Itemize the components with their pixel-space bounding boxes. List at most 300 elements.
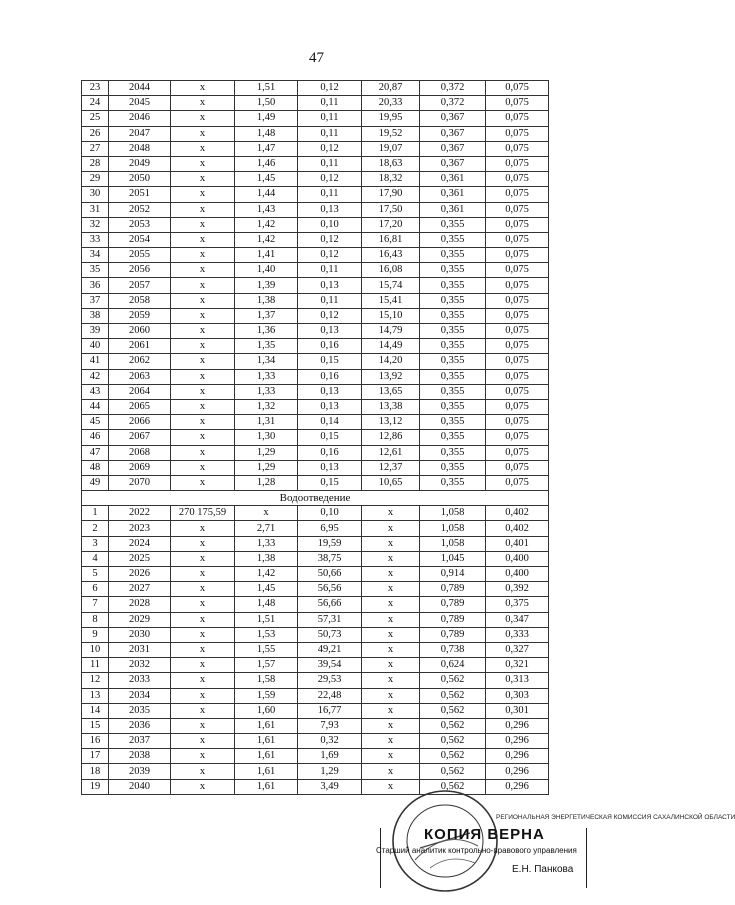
- table-cell: 39: [82, 324, 109, 339]
- table-row: [82, 141, 549, 156]
- table-cell: 1,47: [235, 141, 298, 156]
- table-cell: x: [171, 111, 235, 126]
- table-row: [82, 536, 549, 551]
- table-cell: 1,51: [235, 612, 298, 627]
- table-cell: 270 175,59: [171, 506, 235, 521]
- table-row: [82, 187, 549, 202]
- table-cell: 1,34: [235, 354, 298, 369]
- table-cell: 16,77: [298, 703, 362, 718]
- table-cell: 2060: [109, 324, 171, 339]
- table-cell: 0,16: [298, 369, 362, 384]
- table-cell: 1,30: [235, 430, 298, 445]
- table-cell: 3: [82, 536, 109, 551]
- table-row: [82, 642, 549, 657]
- table-cell: x: [171, 475, 235, 490]
- stamp-position: Старший аналитик контрольно-правового управления: [376, 846, 577, 855]
- table-cell: 1,058: [420, 521, 486, 536]
- table-cell: 1,31: [235, 415, 298, 430]
- table-cell: 0,075: [486, 384, 549, 399]
- table-cell: x: [171, 764, 235, 779]
- table-cell: 0,789: [420, 582, 486, 597]
- table-cell: 2025: [109, 551, 171, 566]
- table-cell: 0,355: [420, 445, 486, 460]
- table-cell: 0,367: [420, 111, 486, 126]
- table-cell: 32: [82, 217, 109, 232]
- table-row: [82, 126, 549, 141]
- table-cell: 49: [82, 475, 109, 490]
- table-cell: 57,31: [298, 612, 362, 627]
- table-cell: 0,13: [298, 278, 362, 293]
- table-cell: 2045: [109, 96, 171, 111]
- table-cell: x: [171, 354, 235, 369]
- table-cell: 0,075: [486, 111, 549, 126]
- table-cell: x: [171, 339, 235, 354]
- table-cell: 13,65: [362, 384, 420, 399]
- table-cell: x: [171, 445, 235, 460]
- table-cell: x: [362, 673, 420, 688]
- table-cell: 1,045: [420, 551, 486, 566]
- table-cell: 0,11: [298, 156, 362, 171]
- table-cell: 0,624: [420, 658, 486, 673]
- table-cell: 0,355: [420, 415, 486, 430]
- table-cell: 0,12: [298, 172, 362, 187]
- table-cell: 1,45: [235, 172, 298, 187]
- table-cell: 2054: [109, 232, 171, 247]
- table-cell: 0,296: [486, 734, 549, 749]
- table-cell: 2057: [109, 278, 171, 293]
- table-cell: 0,355: [420, 248, 486, 263]
- table-cell: 7: [82, 597, 109, 612]
- table-cell: x: [362, 536, 420, 551]
- table-cell: 0,296: [486, 749, 549, 764]
- table-cell: x: [171, 612, 235, 627]
- table-cell: 15,10: [362, 308, 420, 323]
- table-cell: 39,54: [298, 658, 362, 673]
- table-cell: 2044: [109, 81, 171, 96]
- table-cell: 13,92: [362, 369, 420, 384]
- table-cell: 2052: [109, 202, 171, 217]
- table-cell: 2046: [109, 111, 171, 126]
- table-row: [82, 399, 549, 414]
- table-cell: 0,789: [420, 597, 486, 612]
- table-row: [82, 582, 549, 597]
- table-cell: 0,075: [486, 172, 549, 187]
- table-cell: 0,075: [486, 460, 549, 475]
- table-cell: 1,40: [235, 263, 298, 278]
- table-cell: x: [171, 673, 235, 688]
- table-cell: 0,562: [420, 764, 486, 779]
- table-cell: 2035: [109, 703, 171, 718]
- table-cell: 38,75: [298, 551, 362, 566]
- table-cell: 13: [82, 688, 109, 703]
- section-header-row-group: [82, 491, 549, 506]
- table-row: [82, 703, 549, 718]
- table-cell: 2051: [109, 187, 171, 202]
- table-cell: x: [171, 597, 235, 612]
- table-cell: 2050: [109, 172, 171, 187]
- table-cell: 43: [82, 384, 109, 399]
- table-cell: 12,86: [362, 430, 420, 445]
- table-cell: 2038: [109, 749, 171, 764]
- table-cell: 0,562: [420, 703, 486, 718]
- table-cell: 1,43: [235, 202, 298, 217]
- table-cell: 2023: [109, 521, 171, 536]
- table-cell: 0,402: [486, 506, 549, 521]
- table-cell: 0,789: [420, 627, 486, 642]
- table-cell: 0,16: [298, 339, 362, 354]
- table-cell: 0,562: [420, 779, 486, 794]
- table-cell: 0,10: [298, 217, 362, 232]
- table-cell: 2065: [109, 399, 171, 414]
- table-cell: 1: [82, 506, 109, 521]
- table-cell: 0,738: [420, 642, 486, 657]
- table-cell: 0,355: [420, 339, 486, 354]
- table-cell: 2067: [109, 430, 171, 445]
- table-cell: 16,81: [362, 232, 420, 247]
- table-cell: x: [171, 96, 235, 111]
- table-cell: 0,075: [486, 202, 549, 217]
- table-cell: 1,32: [235, 399, 298, 414]
- table-cell: 15,41: [362, 293, 420, 308]
- table-cell: 0,075: [486, 217, 549, 232]
- table-cell: 0,361: [420, 202, 486, 217]
- table-cell: 0,327: [486, 642, 549, 657]
- table-cell: x: [362, 567, 420, 582]
- table-section-a: [82, 81, 549, 491]
- table-cell: 16,43: [362, 248, 420, 263]
- table-row: [82, 339, 549, 354]
- table-cell: 1,61: [235, 749, 298, 764]
- table-row: [82, 263, 549, 278]
- table-cell: x: [171, 627, 235, 642]
- table-cell: 14,20: [362, 354, 420, 369]
- table-cell: 0,296: [486, 779, 549, 794]
- table-cell: 40: [82, 339, 109, 354]
- table-cell: 27: [82, 141, 109, 156]
- table-cell: 0,075: [486, 156, 549, 171]
- table-cell: x: [235, 506, 298, 521]
- table-cell: 0,075: [486, 263, 549, 278]
- table-row: [82, 172, 549, 187]
- table-row: [82, 749, 549, 764]
- table-cell: x: [362, 734, 420, 749]
- table-cell: 0,12: [298, 81, 362, 96]
- table-cell: 18: [82, 764, 109, 779]
- table-cell: 35: [82, 263, 109, 278]
- table-cell: x: [171, 567, 235, 582]
- table-cell: 1,61: [235, 779, 298, 794]
- table-cell: 2069: [109, 460, 171, 475]
- table-cell: 0,15: [298, 354, 362, 369]
- stamp-signer: Е.Н. Панкова: [512, 864, 574, 875]
- table-cell: 19,52: [362, 126, 420, 141]
- table-cell: 7,93: [298, 718, 362, 733]
- table-cell: x: [362, 551, 420, 566]
- table-cell: 14,49: [362, 339, 420, 354]
- table-cell: x: [171, 658, 235, 673]
- table-row: [82, 96, 549, 111]
- table-cell: 0,367: [420, 126, 486, 141]
- table-cell: x: [171, 248, 235, 263]
- table-row: [82, 734, 549, 749]
- table-cell: 47: [82, 445, 109, 460]
- table-row: [82, 369, 549, 384]
- table-cell: 2029: [109, 612, 171, 627]
- table-cell: 0,10: [298, 506, 362, 521]
- table-cell: x: [171, 399, 235, 414]
- table-row: [82, 475, 549, 490]
- table-cell: 2032: [109, 658, 171, 673]
- table-cell: 0,13: [298, 384, 362, 399]
- table-cell: x: [362, 703, 420, 718]
- table-cell: x: [171, 126, 235, 141]
- table-cell: 2034: [109, 688, 171, 703]
- table-cell: x: [171, 779, 235, 794]
- table-cell: x: [362, 658, 420, 673]
- table-cell: x: [362, 612, 420, 627]
- table-cell: 0,075: [486, 248, 549, 263]
- table-cell: 20,87: [362, 81, 420, 96]
- table-row: [82, 415, 549, 430]
- table-row: [82, 567, 549, 582]
- table-cell: 1,42: [235, 232, 298, 247]
- table-cell: 0,075: [486, 187, 549, 202]
- table-cell: 1,29: [235, 460, 298, 475]
- table-cell: 11: [82, 658, 109, 673]
- table-cell: 0,562: [420, 718, 486, 733]
- table-cell: 14,79: [362, 324, 420, 339]
- table-cell: 30: [82, 187, 109, 202]
- table-cell: 0,13: [298, 399, 362, 414]
- table-cell: 0,355: [420, 460, 486, 475]
- table-row: [82, 460, 549, 475]
- table-cell: 20,33: [362, 96, 420, 111]
- table-cell: 15: [82, 718, 109, 733]
- table-row: [82, 612, 549, 627]
- table-cell: 1,45: [235, 582, 298, 597]
- table-row: [82, 521, 549, 536]
- table-cell: 46: [82, 430, 109, 445]
- table-cell: 1,33: [235, 384, 298, 399]
- table-cell: 0,333: [486, 627, 549, 642]
- table-row: [82, 217, 549, 232]
- table-cell: 0,355: [420, 369, 486, 384]
- table-cell: 36: [82, 278, 109, 293]
- table-cell: 16,08: [362, 263, 420, 278]
- table-cell: 29: [82, 172, 109, 187]
- table-cell: 0,075: [486, 445, 549, 460]
- table-cell: 26: [82, 126, 109, 141]
- section-title: Водоотведение: [82, 491, 549, 506]
- table-cell: 0,562: [420, 734, 486, 749]
- table-cell: 29,53: [298, 673, 362, 688]
- table-cell: 1,29: [298, 764, 362, 779]
- table-cell: 19,59: [298, 536, 362, 551]
- table-row: [82, 506, 549, 521]
- table-cell: 1,38: [235, 293, 298, 308]
- table-row: [82, 202, 549, 217]
- table-cell: x: [171, 582, 235, 597]
- table-cell: 12,61: [362, 445, 420, 460]
- table-cell: 1,058: [420, 536, 486, 551]
- table-cell: 2037: [109, 734, 171, 749]
- table-cell: 0,321: [486, 658, 549, 673]
- table-cell: 42: [82, 369, 109, 384]
- table-cell: 0,361: [420, 172, 486, 187]
- table-cell: 2053: [109, 217, 171, 232]
- table-cell: 0,075: [486, 354, 549, 369]
- table-cell: 44: [82, 399, 109, 414]
- table-cell: 12: [82, 673, 109, 688]
- table-cell: 0,355: [420, 263, 486, 278]
- table-cell: 18,32: [362, 172, 420, 187]
- table-cell: 9: [82, 627, 109, 642]
- table-cell: 19: [82, 779, 109, 794]
- table-cell: x: [171, 734, 235, 749]
- table-cell: 1,46: [235, 156, 298, 171]
- table-row: [82, 627, 549, 642]
- section-header-row: [82, 491, 549, 506]
- table-cell: 1,33: [235, 369, 298, 384]
- table-cell: x: [171, 141, 235, 156]
- table-cell: x: [362, 764, 420, 779]
- table-cell: 0,32: [298, 734, 362, 749]
- table-cell: 2026: [109, 567, 171, 582]
- table-cell: 0,075: [486, 278, 549, 293]
- table-row: [82, 354, 549, 369]
- table-cell: 41: [82, 354, 109, 369]
- table-cell: x: [171, 172, 235, 187]
- table-cell: x: [171, 308, 235, 323]
- table-cell: 0,14: [298, 415, 362, 430]
- table-cell: 1,61: [235, 764, 298, 779]
- table-cell: 0,16: [298, 445, 362, 460]
- table-cell: 0,12: [298, 248, 362, 263]
- table-cell: 2027: [109, 582, 171, 597]
- table-cell: 1,39: [235, 278, 298, 293]
- table-cell: 17,50: [362, 202, 420, 217]
- table-cell: x: [362, 688, 420, 703]
- table-cell: x: [362, 521, 420, 536]
- table-cell: 0,11: [298, 293, 362, 308]
- table-cell: 1,42: [235, 567, 298, 582]
- table-cell: 0,789: [420, 612, 486, 627]
- table-row: [82, 111, 549, 126]
- table-cell: x: [171, 430, 235, 445]
- table-cell: x: [171, 369, 235, 384]
- table-cell: 0,15: [298, 430, 362, 445]
- table-cell: 0,355: [420, 278, 486, 293]
- table-cell: 1,50: [235, 96, 298, 111]
- table-row: [82, 232, 549, 247]
- table-cell: 2068: [109, 445, 171, 460]
- table-cell: 1,59: [235, 688, 298, 703]
- table-cell: 0,355: [420, 324, 486, 339]
- table-cell: 14: [82, 703, 109, 718]
- table-row: [82, 324, 549, 339]
- table-cell: x: [362, 597, 420, 612]
- table-row: [82, 718, 549, 733]
- table-row: [82, 293, 549, 308]
- table-cell: 10,65: [362, 475, 420, 490]
- page-number: 47: [309, 50, 324, 66]
- table-cell: 8: [82, 612, 109, 627]
- table-cell: 17,20: [362, 217, 420, 232]
- table-cell: x: [171, 551, 235, 566]
- table-row: [82, 156, 549, 171]
- table-cell: 0,562: [420, 688, 486, 703]
- table-cell: 0,075: [486, 324, 549, 339]
- table-cell: x: [362, 749, 420, 764]
- table-cell: 19,95: [362, 111, 420, 126]
- table-cell: x: [362, 779, 420, 794]
- table-cell: 0,13: [298, 202, 362, 217]
- table-cell: 0,372: [420, 96, 486, 111]
- table-cell: 0,914: [420, 567, 486, 582]
- table-cell: 33: [82, 232, 109, 247]
- table-cell: 18,63: [362, 156, 420, 171]
- table-cell: x: [171, 217, 235, 232]
- table-cell: x: [171, 156, 235, 171]
- table-cell: 0,12: [298, 308, 362, 323]
- table-cell: 0,075: [486, 293, 549, 308]
- table-cell: 5: [82, 567, 109, 582]
- table-cell: 0,296: [486, 764, 549, 779]
- table-cell: 1,60: [235, 703, 298, 718]
- table-row: [82, 551, 549, 566]
- table-cell: 0,11: [298, 96, 362, 111]
- table-cell: 0,075: [486, 96, 549, 111]
- table-cell: x: [171, 642, 235, 657]
- table-cell: 2,71: [235, 521, 298, 536]
- table-cell: 1,28: [235, 475, 298, 490]
- table-cell: 10: [82, 642, 109, 657]
- table-cell: 0,402: [486, 521, 549, 536]
- table-cell: 2056: [109, 263, 171, 278]
- table-cell: 0,392: [486, 582, 549, 597]
- table-cell: 6,95: [298, 521, 362, 536]
- table-cell: 0,12: [298, 141, 362, 156]
- table-cell: x: [171, 703, 235, 718]
- table-cell: 0,075: [486, 430, 549, 445]
- table-cell: x: [362, 718, 420, 733]
- table-cell: 2031: [109, 642, 171, 657]
- table-cell: 56,56: [298, 582, 362, 597]
- table-cell: 0,075: [486, 126, 549, 141]
- table-cell: 0,355: [420, 293, 486, 308]
- table-row: [82, 673, 549, 688]
- table-cell: 1,38: [235, 551, 298, 566]
- table-cell: 0,075: [486, 399, 549, 414]
- table-cell: 1,35: [235, 339, 298, 354]
- table-cell: 0,075: [486, 475, 549, 490]
- stamp-copy-label: КОПИЯ ВЕРНА: [424, 826, 545, 843]
- table-cell: 1,53: [235, 627, 298, 642]
- table-cell: 2047: [109, 126, 171, 141]
- table-cell: 45: [82, 415, 109, 430]
- table-cell: 1,29: [235, 445, 298, 460]
- table-cell: 0,13: [298, 460, 362, 475]
- table-cell: x: [171, 278, 235, 293]
- table-cell: 0,401: [486, 536, 549, 551]
- table-cell: 2066: [109, 415, 171, 430]
- table-cell: 0,355: [420, 308, 486, 323]
- table-cell: 0,355: [420, 384, 486, 399]
- table-cell: 0,400: [486, 567, 549, 582]
- table-cell: 0,075: [486, 141, 549, 156]
- table-cell: 3,49: [298, 779, 362, 794]
- table-cell: 2062: [109, 354, 171, 369]
